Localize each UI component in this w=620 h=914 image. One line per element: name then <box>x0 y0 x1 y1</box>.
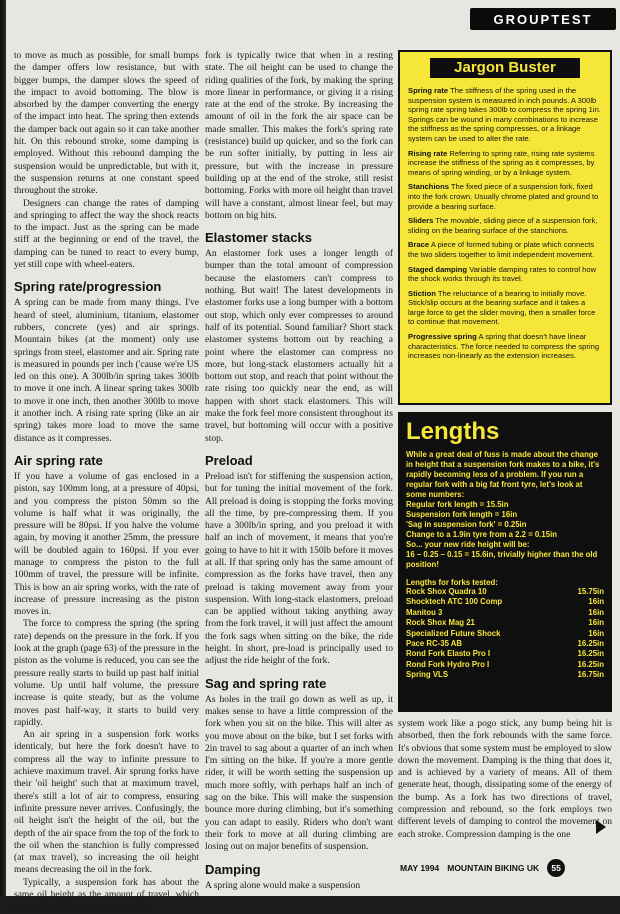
jargon-entry <box>408 86 602 144</box>
heading-preload: Preload <box>205 452 253 468</box>
lengths-title: Lengths <box>406 418 500 445</box>
fork-name: Manitou 3 <box>406 607 443 617</box>
fork-name: Pace RC-35 AB <box>406 639 463 649</box>
paragraph: Typically, a suspension fork has about the same oil height as the amount of travel, which means the maximum pressure in the <box>14 877 199 913</box>
heading-sag: Sag and spring rate <box>205 675 327 691</box>
jargon-term: Stiction <box>408 288 436 298</box>
calc-line: Regular fork length = 15.5in <box>406 500 509 509</box>
fork-row <box>406 639 604 649</box>
column-2 <box>205 50 393 892</box>
column-1 <box>14 50 199 914</box>
jargon-entry <box>408 289 602 327</box>
heading-damping: Damping <box>205 861 261 877</box>
paragraph: A spring alone would make a suspension <box>205 880 361 891</box>
forks-heading: Lengths for forks tested: <box>406 578 498 587</box>
paragraph: As holes in the trail go down as well as up, it makes sense to have a little compression of the fork when you sit on the bike. This will alter as you move about on the bike, but I set forks with 2in travel to sag about a quarter of an inch when I'm sitting on the bike. If you're a more gentle rider, it will be worth setting the suspension up much more softly, with perhaps half an inch of sag on the bike. This will make the suspension bounce more during climbing, but it's something you can adapt to easily. Riders who don't want their fork to move at all during climbing are losing out on major benefits of suspension. <box>205 694 393 853</box>
calc-line: 16 – 0.25 – 0.15 = 15.6in, trivially higher than the old position! <box>406 550 598 569</box>
jargon-term: Spring rate <box>408 86 449 95</box>
section-tag: GROUPTEST <box>470 8 616 30</box>
jargon-def: Variable damping rates to control how the shock works through its travel. <box>408 264 597 284</box>
heading-spring-rate: Spring rate/progression <box>14 279 162 295</box>
lengths-box <box>398 412 612 712</box>
jargon-entry <box>408 332 602 361</box>
jargon-term: Progressive spring <box>408 332 477 342</box>
calc-line: So... your new ride height will be: <box>406 540 530 549</box>
jargon-def: A piece of formed tubing or plate which connects the two sliders together to limit independent movement. <box>408 240 595 259</box>
jargon-entry <box>408 240 602 259</box>
fork-row <box>406 597 604 607</box>
paragraph: Designers can change the rates of damping and springing to affect the way the shock reacts to the impact. Just as the spring can be made stiff at the beginning or end of the travel, the damping can be tuned to react to every bump, yet still cope with wheel-eaters. <box>14 198 199 271</box>
fork-row <box>406 618 604 628</box>
fork-length: 16.25in <box>577 639 604 649</box>
binding-edge <box>0 0 6 896</box>
fork-row <box>406 587 604 597</box>
jargon-term: Brace <box>408 240 430 250</box>
paragraph: An air spring in a suspension fork works identicaly, but here the fork doesn't have to compress all the way to infinite pressure to achieve maximum travel. Air sprung forks have their 'oil height' such that at maximum travel, there's still a lot of air to compress, ensuring infinite pressure never arrives. Confusingly, the oil height isn't the height of the oil, but the depth of the air space from the top of the fork to the oil when the stanchion is fully compressed (at max travel), so increasing the oil height means decreasing the oil in the fork. <box>14 730 199 876</box>
fork-length: 15.75in <box>577 587 604 596</box>
calc-line: Suspension fork length = 16in <box>406 510 518 519</box>
jargon-title: Jargon Buster <box>430 58 580 78</box>
jargon-term: Staged damping <box>408 264 468 274</box>
calc-line: 'Sag in suspension fork' = 0.25in <box>406 520 527 529</box>
paragraph: An elastomer fork uses a longer length of bumper than the total amount of compression because the elastomers can't compress to nothing. But wait! The latest developments in elastomer forks use a long bumper with a bottom out stop, which only ever compresses to around half of its potential. Sound familiar? Short stack elastomer systems bottom out by reaching a point where the elastomer can compress no more, but long-stack elastomers actually hit a bottom out stop, and reach that point without the rate rising too quickly near the end, as will happen with short stack elastomers. This will make the fork feel more consistent throughout its travel, but bottoming will occur with a positive stop. <box>205 249 393 444</box>
fork-name: Rond Fork Elasto Pro I <box>406 649 491 659</box>
fork-row <box>406 608 604 618</box>
fork-length: 16in <box>588 597 604 607</box>
fork-length: 16.25in <box>577 659 604 669</box>
fork-row <box>406 670 604 680</box>
fork-row <box>406 649 604 659</box>
fork-name: Rock Shox Mag 21 <box>406 618 475 628</box>
jargon-def: A spring that doesn't have linear characteristics. The force needed to compress the spring increases non-linearly as the extension increases. <box>408 332 600 361</box>
jargon-entry <box>408 265 602 284</box>
fork-length: 16in <box>588 618 604 628</box>
jargon-term: Stanchions <box>408 182 449 192</box>
jargon-entry <box>408 216 602 235</box>
jargon-term: Sliders <box>408 216 434 226</box>
lengths-intro <box>406 450 604 570</box>
continue-arrow-icon <box>596 820 606 834</box>
jargon-buster-box <box>398 50 612 405</box>
magazine-name: MOUNTAIN BIKING UK <box>447 863 540 873</box>
jargon-entry <box>408 149 602 178</box>
fork-length: 16.25in <box>577 649 604 659</box>
fork-name: Shocktech ATC 100 Comp <box>406 597 503 607</box>
fork-name: Rock Shox Quadra 10 <box>406 587 487 596</box>
fork-name: Rond Fork Hydro Pro I <box>406 659 490 669</box>
jargon-def: The reluctance of a bearing to initially move. Stick/slip occurs at the bearing surface and it takes a large force to get the slider moving, then a smaller force to continue that movement. <box>408 288 596 327</box>
fork-length: 16.75in <box>577 670 604 680</box>
fork-row <box>406 660 604 670</box>
paragraph: fork is typically twice that when in a resting state. The oil height can be used to change the riding qualities of the fork, by making the spring more linear in performance, or giving it a rising rate at the end of the stroke. By increasing the amount of oil in the fork the air space can be made smaller. This makes the fork's spring rate (resistance) build up quicker, and so the fork can be run softer initially, by putting in less air pressure, but with the increase in pressure building up at the end of the stroke, still resist bottoming. Forks with more oil height than travel will have a constant, almost linear feel, but may bottom on big hits. <box>205 51 393 221</box>
page-number: 55 <box>547 859 565 877</box>
column-3 <box>398 718 612 841</box>
paragraph: Preload isn't for stiffening the suspension action, but for tuning the initial movement of the fork. All preload is doing is stopping the forks moving all the time, by pre-compressing them. If you have a 300lb/in spring, and you preload it with half an inch of movement, it means that you're going to have to hit it with 150lb before it moves at all. If that spring only has the same amount of compression as the forks have travel, then any preload is taking movement away from your suspension. With long-stack elastomers, preload can be applied without taking anything away from the fork travel, it will just affect the amount the fork sags when sitting on the bike, the ride height. In short, pre-load is principally used to adjust the ride height of the fork. <box>205 471 393 667</box>
jargon-def: The stiffness of the spring used in the suspension system is measured in inch pounds. A 300lb spring rate spring takes 300lb to compress the spring 1in. Springs can be wound in many combinations to increase the stiffness as the spring compresses, or a linkage system can be used to alter the rate. <box>408 86 601 143</box>
heading-air-spring-rate: Air spring rate <box>14 452 103 468</box>
fork-row <box>406 629 604 639</box>
fork-length: 16in <box>588 628 604 638</box>
jargon-def: The movable, sliding piece of a suspension fork, sliding on the bearing surface of the stanchions. <box>408 216 598 235</box>
heading-elastomer-stacks: Elastomer stacks <box>205 230 312 246</box>
calc-line: Change to a 1.9in tyre from a 2.2 = 0.15in <box>406 530 558 539</box>
jargon-entry <box>408 182 602 211</box>
paragraph: A spring can be made from many things. I've heard of steel, aluminium, titanium, elastomer rubbers, concrete (yes) and air springs. Mountain bikes (at the moment) only use springs from steel, elastomer and air. Spring rate is measured in pounds per inch ('cause we're US led on this one). A 300lb/in spring takes 300lb to move it one inch. A linear spring takes 300lb to move it one inch, then another 300lb to move it another inch. A rising rate spring (like an air spring) takes more load to move the same distance as it compresses. <box>14 298 199 444</box>
jargon-term: Rising rate <box>408 148 448 158</box>
intro-text: While a great deal of fuss is made about the change in height that a suspension fork makes to a bike, it's rapidly becoming less of a problem. If you run a regular fork with a big fat front tyre, let's look at some numbers: <box>406 450 600 499</box>
issue-date: MAY 1994 <box>400 863 440 873</box>
paragraph: The force to compress the spring (the spring rate) depends on the pressure in the fork. If you look at the graph (page 63) of the pressure in the piston as the volume is reduced, you can see the pressure really starts to build up past half initial volume. Up until half volume, the pressure increase is quite steady, but as the volume moves past half-way, it starts to build very rapidly. <box>14 619 199 728</box>
fork-name: Specialized Future Shock <box>406 628 501 638</box>
fork-name: Spring VLS <box>406 670 449 680</box>
paragraph: system work like a pogo stick, any bump being hit is absorbed, then the fork rebounds with the same force. It's obvious that some system must be employed to slow down the movement. Damping is the thing that does it, and is achieved by a variety of means. All of them generate heat, though, dissipating some of the energy of the bump. As a fork has two directions of travel, compression and rebound, so the fork employs two different levels of damping to control the movement on each stroke. Compression damping is the one <box>398 719 612 840</box>
paragraph: If you have a volume of gas enclosed in a piston, say 100mm long, at a pressure of 40psi, and you compress the piston 50mm so the volume is half what it was originally, the pressure will be 80psi. If you halve the volume again, by moving it another 25mm, the pressure will be doubled again to 160psi. If you ever manage to compress the piston to the full 100mm of travel, the pressure will be infinite. This is how an air spring works, with the rate of increase of pressure increasing as the piston moves in. <box>14 471 199 618</box>
page-footer <box>400 860 565 876</box>
paragraph: to move as much as possible, for small bumps the damper offers low resistance, but with bigger bumps, the damper slows the speed of the impact to avoid bottoming. The blow is absorbed by the damper converting the energy of the impact into heat. The spring then extends the damper back out again so it can take another hit. On this rebound stroke, some damping is employed. Without this rebound damping the suspension would be unpredictable, but with it, the suspension returns at one constant speed throughout the stroke. <box>14 51 199 197</box>
jargon-def: Referring to spring rate, rising rate systems increase the stiffness of the spring as it compresses, by means of spring winding, or by a linkage system. <box>408 148 595 177</box>
fork-length: 16in <box>588 607 604 617</box>
jargon-def: The fixed piece of a suspension fork, fixed into the fork crown. Usually chrome plated and ground to provide a bearing surface. <box>408 182 599 211</box>
